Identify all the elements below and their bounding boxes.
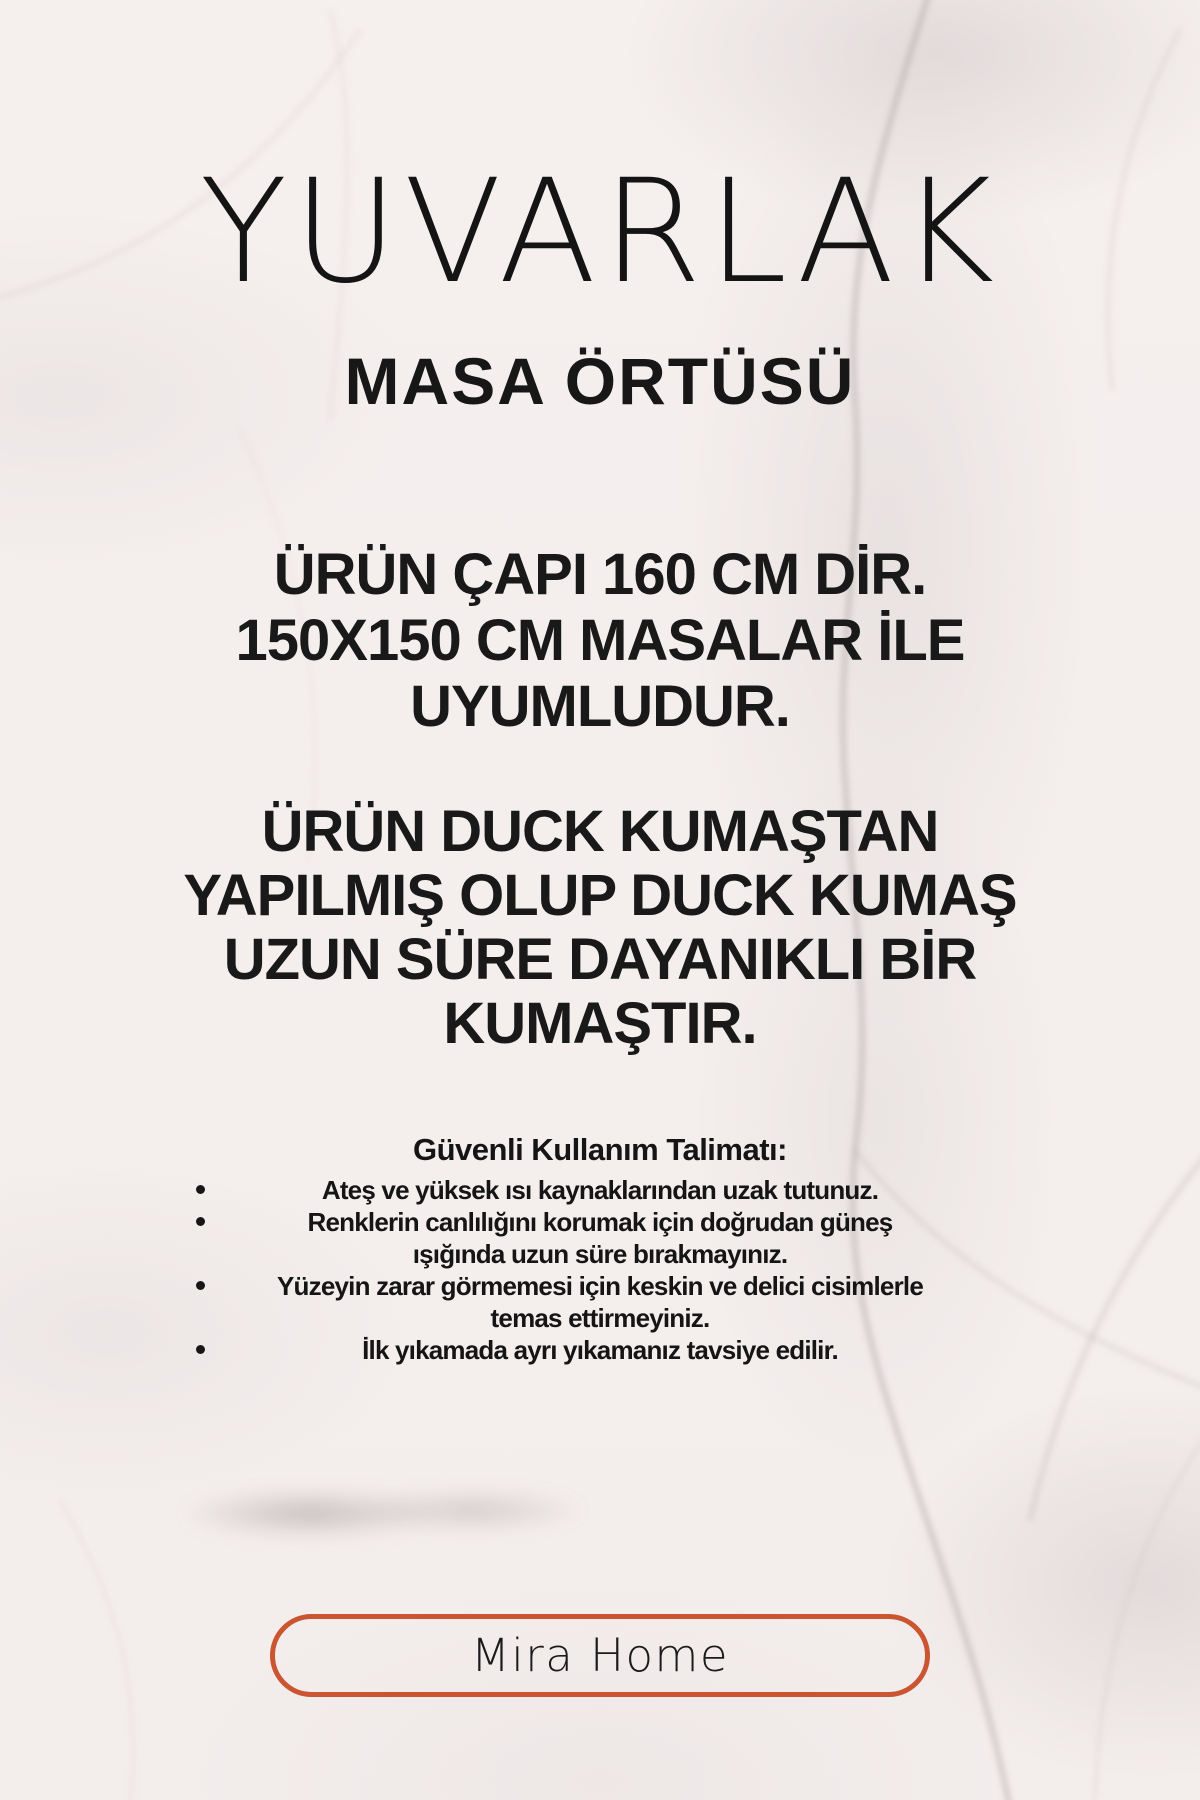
fabric-info-line: ÜRÜN DUCK KUMAŞTAN <box>261 799 939 864</box>
fabric-info-line: KUMAŞTIR. <box>443 991 757 1056</box>
safety-heading: Güvenli Kullanım Talimatı: <box>413 1132 787 1167</box>
safety-item-line: İlk yıkamada ayrı yıkamanız tavsiye edilir. <box>362 1335 838 1365</box>
safety-list-item <box>150 1334 1050 1366</box>
safety-item-line: ışığında uzun süre bırakmayınız. <box>412 1239 788 1269</box>
blurred-watermark <box>183 1472 583 1552</box>
size-info-line: ÜRÜN ÇAPI 160 CM DİR. <box>273 542 927 607</box>
safety-item-line: temas ettirmeyiniz. <box>490 1303 710 1333</box>
safety-instructions-section <box>150 1132 1050 1366</box>
page-title: YUVARLAK <box>199 148 1001 315</box>
safety-item-line: Ateş ve yüksek ısı kaynaklarından uzak tutunuz. <box>321 1175 879 1205</box>
size-info-line: 150X150 CM MASALAR İLE <box>235 608 965 673</box>
size-info-paragraph <box>0 542 1200 740</box>
brand-button[interactable] <box>270 1614 930 1697</box>
fabric-info-paragraph <box>0 800 1200 1056</box>
safety-item-line: Yüzeyin zarar görmemesi için keskin ve delici cisimlerle <box>277 1271 923 1301</box>
safety-item-line: Renklerin canlılığını korumak için doğrudan güneş <box>307 1207 893 1237</box>
safety-list-item <box>150 1174 1050 1206</box>
fabric-info-line: YAPILMIŞ OLUP DUCK KUMAŞ <box>183 863 1017 928</box>
fabric-info-line: UZUN SÜRE DAYANIKLI BİR <box>223 927 977 992</box>
safety-list-item <box>150 1270 1050 1334</box>
brand-button-label: Mira Home <box>470 1629 730 1682</box>
safety-list-item <box>150 1206 1050 1270</box>
size-info-line: UYUMLUDUR. <box>410 674 790 739</box>
safety-list <box>150 1174 1050 1366</box>
page-subtitle: MASA ÖRTÜSÜ <box>344 344 856 418</box>
